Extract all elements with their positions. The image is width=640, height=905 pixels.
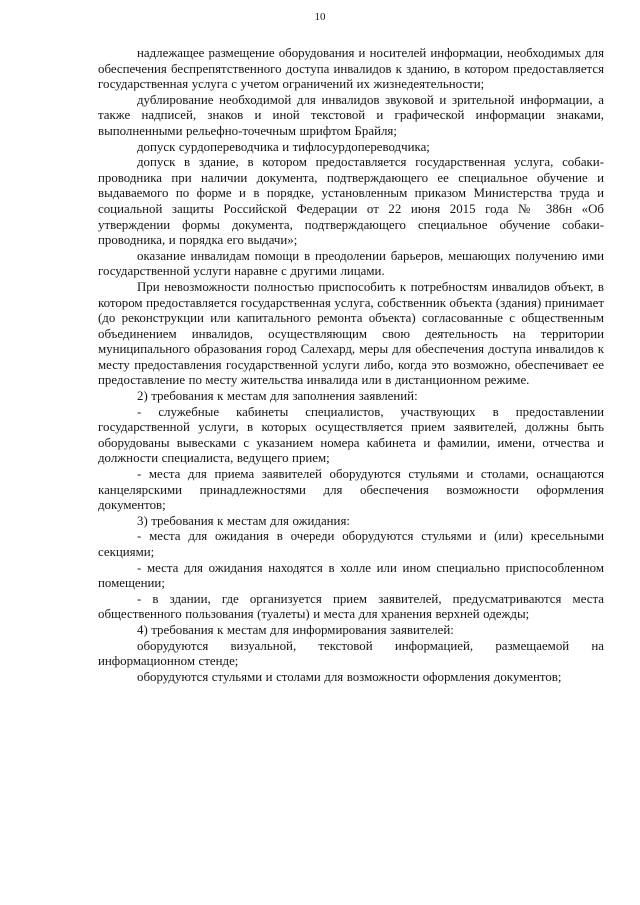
paragraph: - места для ожидания находятся в холле или ином специально приспособленном помещении; bbox=[98, 560, 604, 591]
paragraph: оборудуются визуальной, текстовой информацией, размещаемой на информационном стенде; bbox=[98, 638, 604, 669]
paragraph: дублирование необходимой для инвалидов звуковой и зрительной информации, а также надписей, знаков и иной текстовой и графической информации знаками, выполненными рельефно-точечным шрифтом Брайля; bbox=[98, 92, 604, 138]
paragraph: - места для приема заявителей оборудуются стульями и столами, оснащаются канцелярскими принадлежностями для обеспечения возможности оформления документов; bbox=[98, 467, 604, 513]
page-number: 10 bbox=[314, 11, 326, 23]
paragraph: - в здании, где организуется прием заявителей, предусматриваются места общественного пользования (туалеты) и места для хранения верхней одежды; bbox=[98, 591, 604, 622]
paragraph: 4) требования к местам для информирования заявителей: bbox=[137, 622, 454, 637]
paragraph: оказание инвалидам помощи в преодолении барьеров, мешающих получению ими государственной услуги наравне с другими лицами. bbox=[98, 248, 604, 279]
paragraph: При невозможности полностью приспособить к потребностям инвалидов объект, в котором предоставляется государственная услуга, собственник объекта (здания) принимает (до реконструкции или капитального ремонта объекта) согласованные с общественным объединением инвалидов, осуществляющим свою деятельность на территории муниципального образования город Салехард, меры для обеспечения доступа инвалидов к месту предоставления государственной услуги либо, когда это возможно, обеспечивает ее предоставление по месту жительства инвалида или в дистанционном режиме. bbox=[98, 279, 604, 388]
paragraph: допуск сурдопереводчика и тифлосурдопереводчика; bbox=[137, 139, 430, 154]
paragraph: допуск в здание, в котором предоставляется государственная услуга, собаки-проводника при наличии документа, подтверждающего ее специальное обучение и выдаваемого по форме и в порядке, установленным приказом Министерства труда и социальной защиты Российской Федерации от 22 июня 2015 года № 386н «Об утверждении формы документа, подтверждающего специальное обучение собаки-проводника, и порядка его выдачи»; bbox=[98, 155, 604, 248]
paragraph: - места для ожидания в очереди оборудуются стульями и (или) кресельными секциями; bbox=[98, 529, 604, 559]
paragraph: - служебные кабинеты специалистов, участвующих в предоставлении государственной услуги, в которых осуществляется прием заявителей, должны быть оборудованы вывесками с указанием номера кабинета и фамилии, имени, отчества и должности специалиста, ведущего прием; bbox=[98, 404, 604, 466]
paragraph: 2) требования к местам для заполнения заявлений: bbox=[137, 389, 418, 404]
paragraph: оборудуются стульями и столами для возможности оформления документов; bbox=[137, 669, 562, 684]
document-body bbox=[98, 46, 604, 685]
paragraph: надлежащее размещение оборудования и носителей информации, необходимых для обеспечения беспрепятственного доступа инвалидов к зданию, в котором предоставляется государственная услуга с учетом ограничений их жизнедеятельности; bbox=[98, 46, 604, 92]
paragraph: 3) требования к местам для ожидания: bbox=[137, 513, 350, 528]
